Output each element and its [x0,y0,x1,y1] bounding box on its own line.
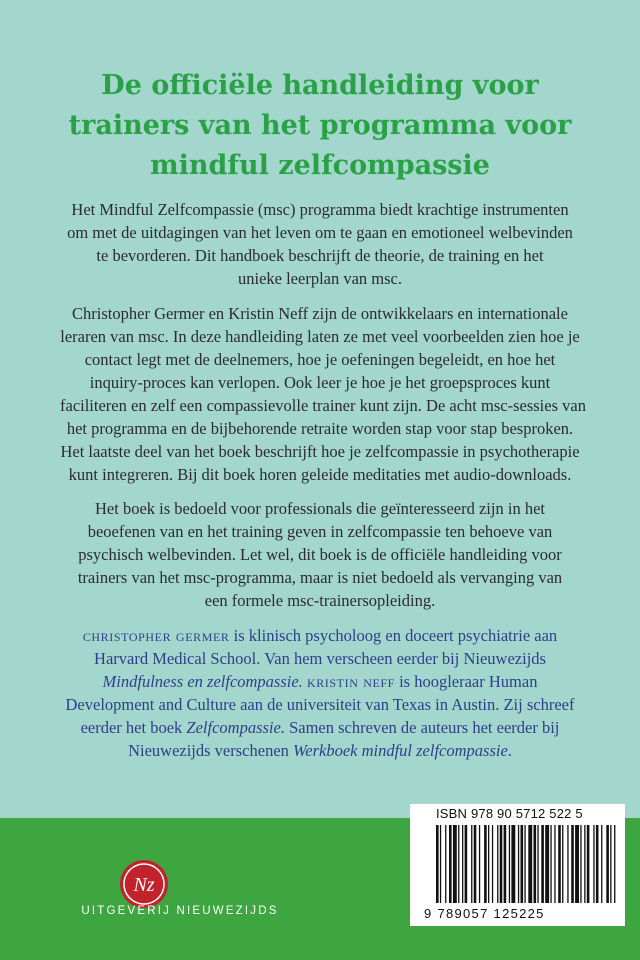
audience-paragraph [60,497,580,612]
text-line: unieke leerplan van msc. [237,269,403,288]
text-line: contact legt met de deelnemers, hoe je oefeningen begeleidt, en hoe het [84,350,556,369]
title-line: De officiële handleiding voor [101,70,539,101]
barcode-bar [587,825,590,903]
barcode-bar [601,825,602,903]
barcode-bar [528,825,532,903]
text-line: het programma en de bijbehorende retraite worden stap voor stap besproken. [66,419,574,438]
barcode-bar [509,825,510,903]
text-line: Het Mindful Zelfcompassie (msc) programma biedt krachtige instrumenten [71,200,569,219]
text-fragment: is hoogleraar Human [394,672,538,691]
barcode-bar [462,825,463,903]
barcode-bar [562,825,563,903]
barcode-bar [567,825,568,903]
barcode-bar [596,825,599,903]
author-name-germer: christopher germer [82,626,230,645]
text-line: een formele msc-trainersopleiding. [204,591,436,610]
barcode-bar [458,825,459,903]
author-bio [60,624,580,762]
barcode-bar [488,825,489,903]
text-line: leraren van msc. In deze handleiding laten ze met veel voorbeelden zien hoe je [60,327,580,346]
barcode-bar [453,825,457,903]
book-reference: Zelfcompassie. [186,718,285,737]
barcode-bar [606,825,609,903]
book-reference: Werkboek mindful zelfcompassie [293,741,508,760]
author-name-neff: kristin neff [306,672,395,691]
barcode-bar [614,825,615,903]
barcode-bar [537,825,538,903]
barcode-bar [521,825,524,903]
barcode-bar [518,825,519,903]
barcode-bar [474,825,477,903]
isbn-label: ISBN 978 90 5712 522 5 [436,806,583,821]
logo-monogram: Nz [133,874,155,896]
intro-paragraph [60,198,580,290]
barcode-bar [545,825,549,903]
text-fragment: is klinisch psycholoog en doceert psychiatrie aan [229,626,558,645]
barcode-bar [554,825,555,903]
text-line: faciliteren en zelf een compassievolle trainer kunt zijn. De acht msc-sessies van [60,396,586,415]
text-line: kunt integreren. Bij dit boek horen geleide meditaties met audio-downloads. [68,465,572,484]
barcode-bar [541,825,544,903]
barcode-bar [571,825,574,903]
text-line: Harvard Medical School. Van hem verscheen eerder bij Nieuwezijds [94,649,546,668]
text-line: Christopher Germer en Kristin Neff zijn de ontwikkelaars en internationale [72,304,568,323]
barcode-bar [465,825,468,903]
title-line: trainers van het programma voor [68,110,572,141]
title-line: mindful zelfcompassie [150,150,490,181]
barcode-bar [436,825,439,903]
barcode-bar [492,825,493,903]
description-paragraph [60,302,586,486]
barcode-bar [584,825,585,903]
publisher-name: UITGEVERIJ NIEUWEZIJDS [81,905,279,917]
barcode-bar [575,825,579,903]
barcode-bar [524,825,525,903]
barcode-bar [511,825,515,903]
barcode-bar [484,825,487,903]
barcode-bar [580,825,581,903]
barcode-bar [534,825,537,903]
barcode-bar [558,825,561,903]
text-line: Het laatste deel van het boek beschrijft hoe je zelfcompassie in psychotherapie [60,442,580,461]
barcode-bar [449,825,452,903]
barcode-icon [432,825,622,907]
text-line: psychisch welbevinden. Let wel, dit boek is de officiële handleiding voor [78,545,562,564]
text-fragment: eerder het boek [80,718,187,737]
text-line: te bevorderen. Dit handboek beschrijft de theorie, de training en het [96,246,544,265]
publisher-logo-icon [116,856,172,912]
barcode-bar [610,825,611,903]
text-line [60,716,580,739]
text-line: trainers van het msc-programma, maar is niet bedoeld als vervanging van [77,568,563,587]
text-line: Het boek is bedoeld voor professionals die geïnteresseerd zijn in het [95,499,545,518]
text-line: Development and Culture aan de universiteit van Texas in Austin. Zij schreef [65,695,575,714]
barcode-bar [440,825,441,903]
text-line [60,670,580,693]
text-line [60,739,580,762]
barcode-bar [550,825,551,903]
text-line: om met de uitdagingen van het leven om te gaan en emotioneel welbevinden [67,223,573,242]
text-line: beoefenen van en het training geven in zelfcompassie ten behoeve van [87,522,553,541]
book-reference: Mindfulness en zelfcompassie. [102,672,303,691]
text-line: inquiry-proces kan verlopen. Ook leer je hoe je het groepsproces kunt [89,373,551,392]
barcode-bar [497,825,498,903]
text-line [60,624,580,647]
barcode-bar [593,825,594,903]
text-fragment: Samen schreven de auteurs het eerder bij [284,718,560,737]
barcode-bar [445,825,446,903]
barcode-bar [479,825,480,903]
barcode-bar [504,825,507,903]
barcode-bar [471,825,472,903]
barcode-digits: 9 789057 125225 [424,906,545,921]
text-fragment: Nieuwezijds verschenen [128,741,294,760]
text-fragment: . [507,741,512,760]
barcode-bar [500,825,503,903]
book-title [60,66,580,186]
